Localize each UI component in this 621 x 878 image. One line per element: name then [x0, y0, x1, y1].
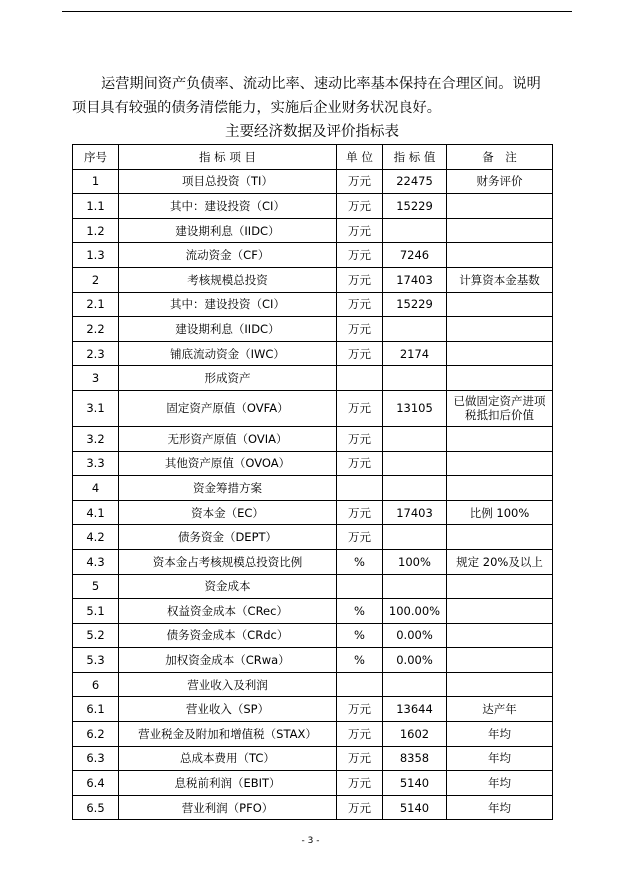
cell-no: 6.5 — [73, 795, 119, 820]
cell-unit — [337, 366, 383, 391]
header-value: 指 标 值 — [383, 145, 447, 170]
cell-item: 资金筹措方案 — [119, 476, 337, 501]
cell-no: 6.1 — [73, 697, 119, 722]
table-row — [73, 292, 553, 317]
header-unit: 单 位 — [337, 145, 383, 170]
cell-note: 达产年 — [447, 697, 553, 722]
cell-unit: 万元 — [337, 722, 383, 747]
cell-item: 营业收入及利润 — [119, 672, 337, 697]
table-row — [73, 366, 553, 391]
cell-note — [447, 648, 553, 673]
cell-item: 固定资产原值（OVFA） — [119, 390, 337, 426]
cell-no: 1.1 — [73, 194, 119, 219]
cell-note — [447, 623, 553, 648]
cell-item: 息税前利润（EBIT） — [119, 771, 337, 796]
cell-unit: 万元 — [337, 795, 383, 820]
cell-note — [447, 292, 553, 317]
cell-note — [447, 525, 553, 550]
cell-no: 5.3 — [73, 648, 119, 673]
cell-note: 计算资本金基数 — [447, 267, 553, 292]
table-row — [73, 549, 553, 574]
cell-unit: % — [337, 623, 383, 648]
cell-item: 营业收入（SP） — [119, 697, 337, 722]
cell-note: 比例 100% — [447, 500, 553, 525]
table-row — [73, 525, 553, 550]
cell-unit: % — [337, 599, 383, 624]
cell-note — [447, 194, 553, 219]
table-row — [73, 672, 553, 697]
cell-item: 债务资金（DEPT） — [119, 525, 337, 550]
table-row — [73, 390, 553, 426]
cell-note — [447, 599, 553, 624]
table-row — [73, 771, 553, 796]
cell-no: 2.1 — [73, 292, 119, 317]
cell-note — [447, 317, 553, 342]
cell-item: 其他资产原值（OVOA） — [119, 451, 337, 476]
table-row — [73, 795, 553, 820]
cell-no: 5.1 — [73, 599, 119, 624]
cell-no: 6 — [73, 672, 119, 697]
cell-value: 0.00% — [383, 648, 447, 673]
table-row — [73, 243, 553, 268]
cell-no: 4 — [73, 476, 119, 501]
header-no: 序号 — [73, 145, 119, 170]
cell-no: 1.2 — [73, 218, 119, 243]
table-header-row — [73, 145, 553, 170]
cell-item: 总成本费用（TC） — [119, 746, 337, 771]
cell-no: 5.2 — [73, 623, 119, 648]
cell-no: 2.3 — [73, 341, 119, 366]
cell-item: 资本金（EC） — [119, 500, 337, 525]
cell-no: 4.3 — [73, 549, 119, 574]
cell-note — [447, 366, 553, 391]
cell-value — [383, 317, 447, 342]
table-row — [73, 169, 553, 194]
cell-item: 资本金占考核规模总投资比例 — [119, 549, 337, 574]
table-row — [73, 574, 553, 599]
cell-no: 1 — [73, 169, 119, 194]
cell-value — [383, 476, 447, 501]
cell-value: 15229 — [383, 194, 447, 219]
cell-unit: 万元 — [337, 194, 383, 219]
cell-item: 建设期利息（IIDC） — [119, 317, 337, 342]
cell-note — [447, 574, 553, 599]
cell-no: 3 — [73, 366, 119, 391]
cell-value — [383, 672, 447, 697]
table-row — [73, 500, 553, 525]
body-paragraph: 运营期间资产负债率、流动比率、速动比率基本保持在合理区间。说明项目具有较强的债务清偿能力，实施后企业财务状况良好。 — [72, 76, 541, 116]
cell-note — [447, 672, 553, 697]
cell-item: 流动资金（CF） — [119, 243, 337, 268]
cell-unit — [337, 672, 383, 697]
cell-unit: 万元 — [337, 771, 383, 796]
cell-unit: 万元 — [337, 243, 383, 268]
cell-no: 6.2 — [73, 722, 119, 747]
cell-value: 8358 — [383, 746, 447, 771]
cell-unit: 万元 — [337, 390, 383, 426]
cell-value: 22475 — [383, 169, 447, 194]
cell-note — [447, 218, 553, 243]
cell-value: 100% — [383, 549, 447, 574]
cell-unit: 万元 — [337, 500, 383, 525]
cell-item: 加权资金成本（CRwa） — [119, 648, 337, 673]
cell-item: 建设期利息（IIDC） — [119, 218, 337, 243]
cell-no: 2.2 — [73, 317, 119, 342]
cell-no: 6.3 — [73, 746, 119, 771]
cell-no: 6.4 — [73, 771, 119, 796]
cell-note — [447, 243, 553, 268]
cell-unit — [337, 476, 383, 501]
cell-value: 17403 — [383, 267, 447, 292]
cell-no: 3.1 — [73, 390, 119, 426]
cell-item: 无形资产原值（OVIA） — [119, 426, 337, 451]
page-number: - 3 - — [301, 836, 320, 846]
cell-note — [447, 451, 553, 476]
cell-note — [447, 426, 553, 451]
cell-value — [383, 218, 447, 243]
table-row — [73, 746, 553, 771]
table-row — [73, 476, 553, 501]
economic-indicators-table — [72, 144, 553, 820]
cell-value: 15229 — [383, 292, 447, 317]
cell-item: 项目总投资（TI） — [119, 169, 337, 194]
table-row — [73, 194, 553, 219]
cell-note: 已做固定资产进项税抵扣后价值 — [447, 390, 553, 426]
cell-value: 17403 — [383, 500, 447, 525]
table-row — [73, 451, 553, 476]
cell-no: 4.2 — [73, 525, 119, 550]
table-row — [73, 722, 553, 747]
cell-value: 13105 — [383, 390, 447, 426]
cell-no: 3.2 — [73, 426, 119, 451]
cell-value: 1602 — [383, 722, 447, 747]
cell-unit: 万元 — [337, 697, 383, 722]
table-title: 主要经济数据及评价指标表 — [225, 124, 399, 140]
cell-unit: 万元 — [337, 267, 383, 292]
cell-unit: 万元 — [337, 169, 383, 194]
cell-unit: 万元 — [337, 292, 383, 317]
header-rule — [62, 11, 572, 12]
header-item: 指 标 项 目 — [119, 145, 337, 170]
cell-value: 5140 — [383, 771, 447, 796]
cell-unit: 万元 — [337, 426, 383, 451]
cell-unit: 万元 — [337, 317, 383, 342]
cell-item: 形成资产 — [119, 366, 337, 391]
table-row — [73, 267, 553, 292]
table-row — [73, 648, 553, 673]
cell-note: 规定 20%及以上 — [447, 549, 553, 574]
cell-note — [447, 476, 553, 501]
cell-item: 权益资金成本（CRec） — [119, 599, 337, 624]
cell-value: 7246 — [383, 243, 447, 268]
cell-value — [383, 574, 447, 599]
table-row — [73, 341, 553, 366]
table-row — [73, 623, 553, 648]
cell-unit: 万元 — [337, 525, 383, 550]
cell-item: 考核规模总投资 — [119, 267, 337, 292]
cell-item: 资金成本 — [119, 574, 337, 599]
cell-no: 4.1 — [73, 500, 119, 525]
cell-unit: 万元 — [337, 218, 383, 243]
cell-value — [383, 525, 447, 550]
cell-no: 3.3 — [73, 451, 119, 476]
cell-value: 13644 — [383, 697, 447, 722]
cell-unit: 万元 — [337, 451, 383, 476]
cell-note: 财务评价 — [447, 169, 553, 194]
cell-no: 2 — [73, 267, 119, 292]
table-row — [73, 697, 553, 722]
cell-value: 100.00% — [383, 599, 447, 624]
cell-item: 营业利润（PFO） — [119, 795, 337, 820]
cell-value — [383, 366, 447, 391]
cell-value — [383, 451, 447, 476]
cell-unit: 万元 — [337, 746, 383, 771]
cell-no: 5 — [73, 574, 119, 599]
table-row — [73, 426, 553, 451]
cell-note — [447, 341, 553, 366]
table-row — [73, 317, 553, 342]
cell-item: 铺底流动资金（IWC） — [119, 341, 337, 366]
cell-note: 年均 — [447, 795, 553, 820]
cell-item: 营业税金及附加和增值税（STAX） — [119, 722, 337, 747]
cell-item: 债务资金成本（CRdc） — [119, 623, 337, 648]
table-row — [73, 218, 553, 243]
cell-item: 其中：建设投资（CI） — [119, 194, 337, 219]
cell-unit — [337, 574, 383, 599]
table-body — [73, 169, 553, 820]
cell-note: 年均 — [447, 722, 553, 747]
cell-value: 0.00% — [383, 623, 447, 648]
cell-note: 年均 — [447, 771, 553, 796]
cell-value: 5140 — [383, 795, 447, 820]
cell-no: 1.3 — [73, 243, 119, 268]
cell-unit: % — [337, 549, 383, 574]
cell-value — [383, 426, 447, 451]
cell-note: 年均 — [447, 746, 553, 771]
cell-unit: 万元 — [337, 341, 383, 366]
cell-item: 其中：建设投资（CI） — [119, 292, 337, 317]
cell-value: 2174 — [383, 341, 447, 366]
cell-unit: % — [337, 648, 383, 673]
header-note: 备 注 — [447, 145, 553, 170]
table-row — [73, 599, 553, 624]
